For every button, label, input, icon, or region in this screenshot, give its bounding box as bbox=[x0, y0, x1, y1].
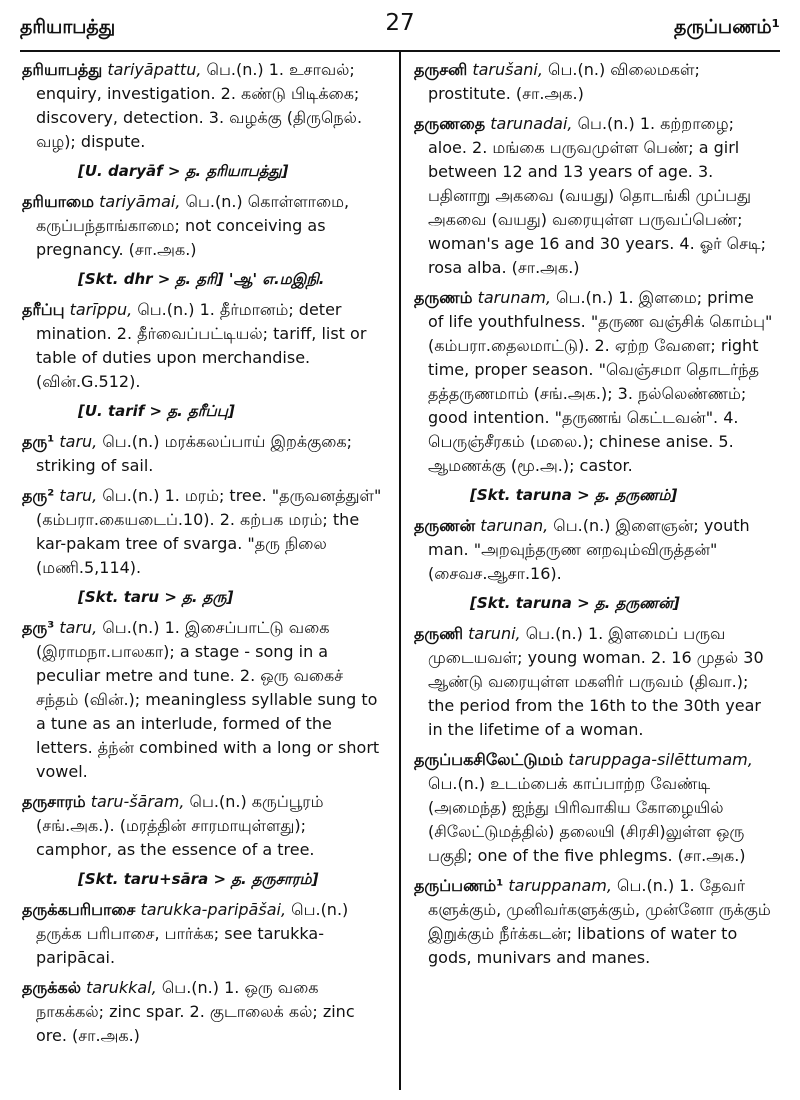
definition: பெ.(n.) மரக்கலப்பாய் இறக்குகை; striking of sail. bbox=[36, 432, 353, 475]
dictionary-entry bbox=[22, 484, 382, 580]
headword: தரு¹ bbox=[22, 432, 55, 451]
transliteration: tarīppu, bbox=[69, 300, 133, 319]
dictionary-entry bbox=[414, 514, 774, 586]
page-number: 27 bbox=[385, 10, 415, 36]
definition: பெ.(n.) கொள்ளாமை, கருப்பந்தாங்காமை; not conceiving as pregnancy. (சா.அக.) bbox=[36, 192, 350, 259]
transliteration: taru, bbox=[59, 432, 98, 451]
headword: தருக்கபரிபாசை bbox=[22, 900, 136, 919]
dictionary-entry bbox=[22, 616, 382, 784]
headword: தரியாபத்து bbox=[22, 60, 103, 79]
transliteration: taruppanam, bbox=[508, 876, 612, 895]
dictionary-entry bbox=[414, 112, 774, 280]
dictionary-entry bbox=[22, 58, 382, 154]
definition: பெ.(n.) 1. இசைப்பாட்டு வகை (இராமநா.பாலகா); a stage - song in a peculiar metre and tune. 2. ஒரு வகைச் சந்தம் (வின்.); meaningless syllable sung to a tune as an interlude, formed of the letters. த்ந்ன் combined with a long or short vowel. bbox=[36, 618, 380, 781]
dictionary-entry bbox=[22, 298, 382, 394]
definition: பெ.(n.) 1. ஒரு வகை நாகக்கல்; zinc spar. 2. குடாலைக் கல்; zinc ore. (சா.அக.) bbox=[36, 978, 355, 1045]
dictionary-entry bbox=[22, 898, 382, 970]
dictionary-entry bbox=[414, 286, 774, 478]
definition: பெ.(n.) 1. தீர்மானம்; deter mination. 2. தீர்வைப்பட்டியல்; tariff, list or table of duties upon merchandise. (வின்.G.512). bbox=[36, 300, 367, 391]
headword: தரியாமை bbox=[22, 192, 95, 211]
definition: பெ.(n.) உடம்பைக் காப்பாற்ற வேண்டி (அமைந்த) ஐந்து பிரிவாகிய கோழையில் (சிலேட்டுமத்தில்) தலையி (சிரசி)லுள்ள ஒரு பகுதி; one of the five phlegms. (சா.அக.) bbox=[428, 774, 746, 865]
header-right-word: தருப்பணம்¹ bbox=[673, 16, 780, 38]
header-left-word: தரியாபத்து bbox=[20, 16, 116, 38]
dictionary-entry bbox=[414, 58, 774, 106]
dictionary-entry bbox=[22, 430, 382, 478]
definition: பெ.(n.) 1. மரம்; tree. "தருவனத்துள்" (கம்பரா.கையடைப்.10). 2. கற்பக மரம்; the kar-pakam tree of svarga. "தரு நிலை (மணி.5,114). bbox=[36, 486, 382, 577]
transliteration: tarukka-paripāšai, bbox=[140, 900, 287, 919]
column-divider bbox=[399, 50, 401, 1090]
transliteration: taruni, bbox=[468, 624, 521, 643]
transliteration: tarunadai, bbox=[490, 114, 573, 133]
transliteration: tarukkal, bbox=[86, 978, 157, 997]
definition: பெ.(n.) 1. இளமை; prime of life youthfulness. "தருண வஞ்சிக் கொம்பு" (கம்பரா.தைலமாட்டு). 2. ஏற்ற வேளை; right time, proper season. "வெஞ்சமா தொடர்ந்த தத்தருணமாம் (சங்.அக.); 3. நல்லெண்ணம்; good intention. "தருணங் கெட்டவன்". 4. பெருஞ்சீரகம் (மலை.); chinese anise. 5. ஆமணக்கு (மூ.அ.); castor. bbox=[428, 288, 773, 475]
headword: தருணி bbox=[414, 624, 464, 643]
right-column bbox=[414, 58, 774, 976]
headword: தருணம் bbox=[414, 288, 473, 307]
page-header bbox=[20, 6, 780, 50]
definition: பெ.(n.) 1. கற்றாழை; aloe. 2. மங்கை பருவமுள்ள பெண்; a girl between 12 and 13 years of age. 3. பதினாறு அகவை (வயது) தொடங்கி முப்பது அகவை (வயது) வரையுள்ள பருவப்பெண்; woman's age 16 and 30 years. 4. ஓர் செடி; rosa alba. (சா.அக.) bbox=[428, 114, 767, 277]
transliteration: tariyāmai, bbox=[99, 192, 181, 211]
transliteration: tarunan, bbox=[480, 516, 549, 535]
headword: தருப்பணம்¹ bbox=[414, 876, 504, 895]
definition: பெ.(n.) விலைமகள்; prostitute. (சா.அக.) bbox=[428, 60, 700, 103]
transliteration: taru-šāram, bbox=[90, 792, 185, 811]
dictionary-entry bbox=[22, 190, 382, 262]
definition: பெ.(n.) கருப்பூரம் (சங்.அக.). (மரத்தின் சாரமாயுள்ளது); camphor, as the essence of a tree. bbox=[36, 792, 324, 859]
transliteration: tarušani, bbox=[472, 60, 543, 79]
headword: தரு³ bbox=[22, 618, 55, 637]
headword: தருசனி bbox=[414, 60, 468, 79]
definition: பெ.(n.) 1. உசாவல்; enquiry, investigation. 2. கண்டு பிடிக்கை; discovery, detection. 3. வழக்கு (திருநெல். வழ); dispute. bbox=[36, 60, 363, 151]
etymology-note: [Skt. taru > த. தரு] bbox=[78, 588, 234, 606]
headword: தரீப்பு bbox=[22, 300, 65, 319]
definition: பெ.(n.) இளைஞன்; youth man. "அறவுந்தருண னறவும்விருத்தன்" (சைவச.ஆசா.16). bbox=[428, 516, 750, 583]
definition: பெ.(n.) தருக்க பரிபாசை, பார்க்க; see tarukka-paripācai. bbox=[36, 900, 349, 967]
transliteration: taru, bbox=[59, 618, 98, 637]
dictionary-entry bbox=[22, 790, 382, 862]
definition: பெ.(n.) 1. தேவர் களுக்கும், முனிவர்களுக்கும், முன்னோ ருக்கும் இறுக்கும் நீர்க்கடன்; libations of water to gods, munivars and manes. bbox=[428, 876, 771, 967]
headword: தருசாரம் bbox=[22, 792, 86, 811]
transliteration: tarunam, bbox=[477, 288, 551, 307]
headword: தருக்கல் bbox=[22, 978, 81, 997]
transliteration: taru, bbox=[59, 486, 98, 505]
dictionary-entry bbox=[414, 748, 774, 868]
etymology-note: [U. daryāf > த. தரியாபத்து] bbox=[78, 162, 289, 180]
transliteration: tariyāpattu, bbox=[107, 60, 202, 79]
etymology-note: [Skt. taru+sāra > த. தருசாரம்] bbox=[78, 870, 319, 888]
headword: தருணன் bbox=[414, 516, 476, 535]
dictionary-entry bbox=[414, 874, 774, 970]
dictionary-entry bbox=[22, 976, 382, 1048]
etymology-note: [U. tarif > த. தரீப்பு] bbox=[78, 402, 235, 420]
headword: தரு² bbox=[22, 486, 55, 505]
left-column bbox=[22, 58, 382, 1054]
transliteration: taruppaga-silēttumam, bbox=[568, 750, 753, 769]
etymology-note: [Skt. taruna > த. தருணம்] bbox=[470, 486, 678, 504]
dictionary-entry bbox=[414, 622, 774, 742]
etymology-note: [Skt. dhr > த. தரி] 'ஆ' எ.மஇநி. bbox=[78, 270, 325, 288]
headword: தருப்பகசிலேட்டுமம் bbox=[414, 750, 564, 769]
etymology-note: [Skt. taruna > த. தருணன்] bbox=[470, 594, 680, 612]
definition: பெ.(n.) 1. இளமைப் பருவ முடையவள்; young woman. 2. 16 முதல் 30 ஆண்டு வரையுள்ள மகளிர் பருவம் (திவா.); the period from the 16th to the 30th year in the lifetime of a woman. bbox=[428, 624, 764, 739]
headword: தருணதை bbox=[414, 114, 486, 133]
